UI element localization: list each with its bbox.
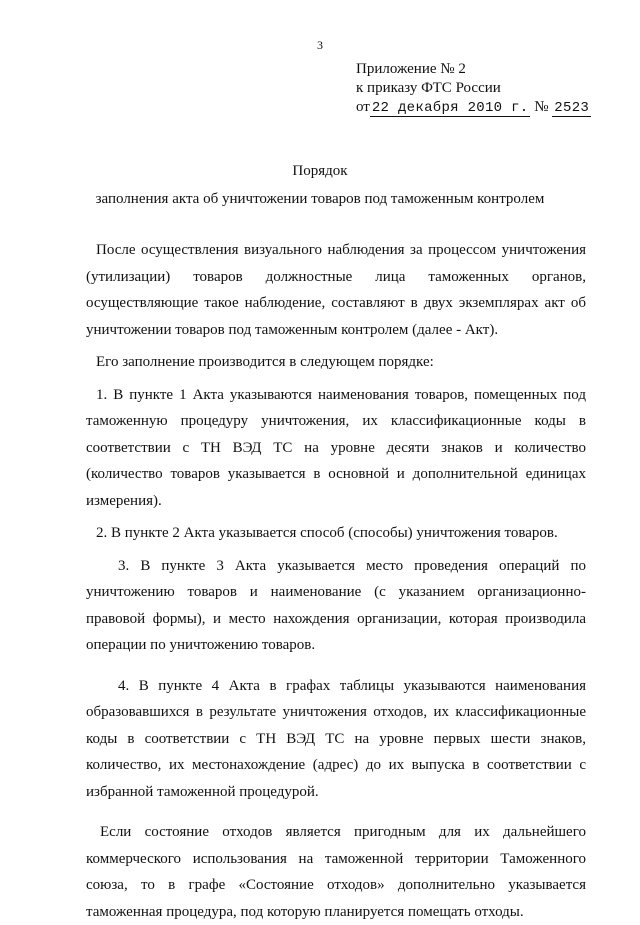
appendix-title: Приложение № 2 xyxy=(356,61,466,77)
paragraph-item-4: 4. В пункте 4 Акта в графах таблицы указываются наименования образовавшихся в результате уничтожения отходов, их классификационные коды в соответствии с ТН ВЭД ТС на уровне первых шести знаков, количество, их местонахождение (адрес) до их выпуска в соответствии с избранной таможенной процедурой. xyxy=(86,677,586,800)
document-title: Порядок xyxy=(292,163,348,179)
paragraph-procedure: Его заполнение производится в следующем порядке: xyxy=(96,354,434,370)
order-number: 2523 xyxy=(554,100,590,116)
paragraph-waste-condition: Если состояние отходов является пригодным для их дальнейшего коммерческого использования на таможенной территории Таможенного союза, то в графе «Состояние отходов» дополнительно указывается таможенная процедура, под которую планируется помещать отходы. xyxy=(86,824,586,920)
page-number: 3 xyxy=(317,38,323,52)
date-prefix: от xyxy=(356,99,370,115)
paragraph-item-3: 3. В пункте 3 Акта указывается место проведения операций по уничтожению товаров и наименование (с указанием организационно-правовой формы), и место нахождения организации, которая производила операции по уничтожению товаров. xyxy=(86,557,586,653)
paragraph-intro: После осуществления визуального наблюдения за процессом уничтожения (утилизации) товаров должностные лица таможенных органов, осуществляющие такое наблюдение, составляют в двух экземплярах акт об уничтожении товаров под таможенным контролем (далее - Акт). xyxy=(86,242,586,338)
document-subtitle: заполнения акта об уничтожении товаров под таможенным контролем xyxy=(95,191,545,207)
appendix-date-line xyxy=(356,98,591,118)
paragraph-item-1: 1. В пункте 1 Акта указываются наименования товаров, помещенных под таможенную процедуру уничтожения, их классификационные коды в соответствии с ТН ВЭД ТС на уровне десяти знаков и количество (количество товаров указывается в основной и дополнительной единицах измерения). xyxy=(86,386,586,509)
order-date: 22 декабря 2010 г. xyxy=(371,100,529,116)
paragraph-item-2: 2. В пункте 2 Акта указывается способ (способы) уничтожения товаров. xyxy=(96,525,558,541)
appendix-header xyxy=(356,60,591,118)
appendix-order-reference: к приказу ФТС России xyxy=(356,80,501,96)
document-body xyxy=(86,237,586,925)
number-prefix: № xyxy=(534,99,549,115)
